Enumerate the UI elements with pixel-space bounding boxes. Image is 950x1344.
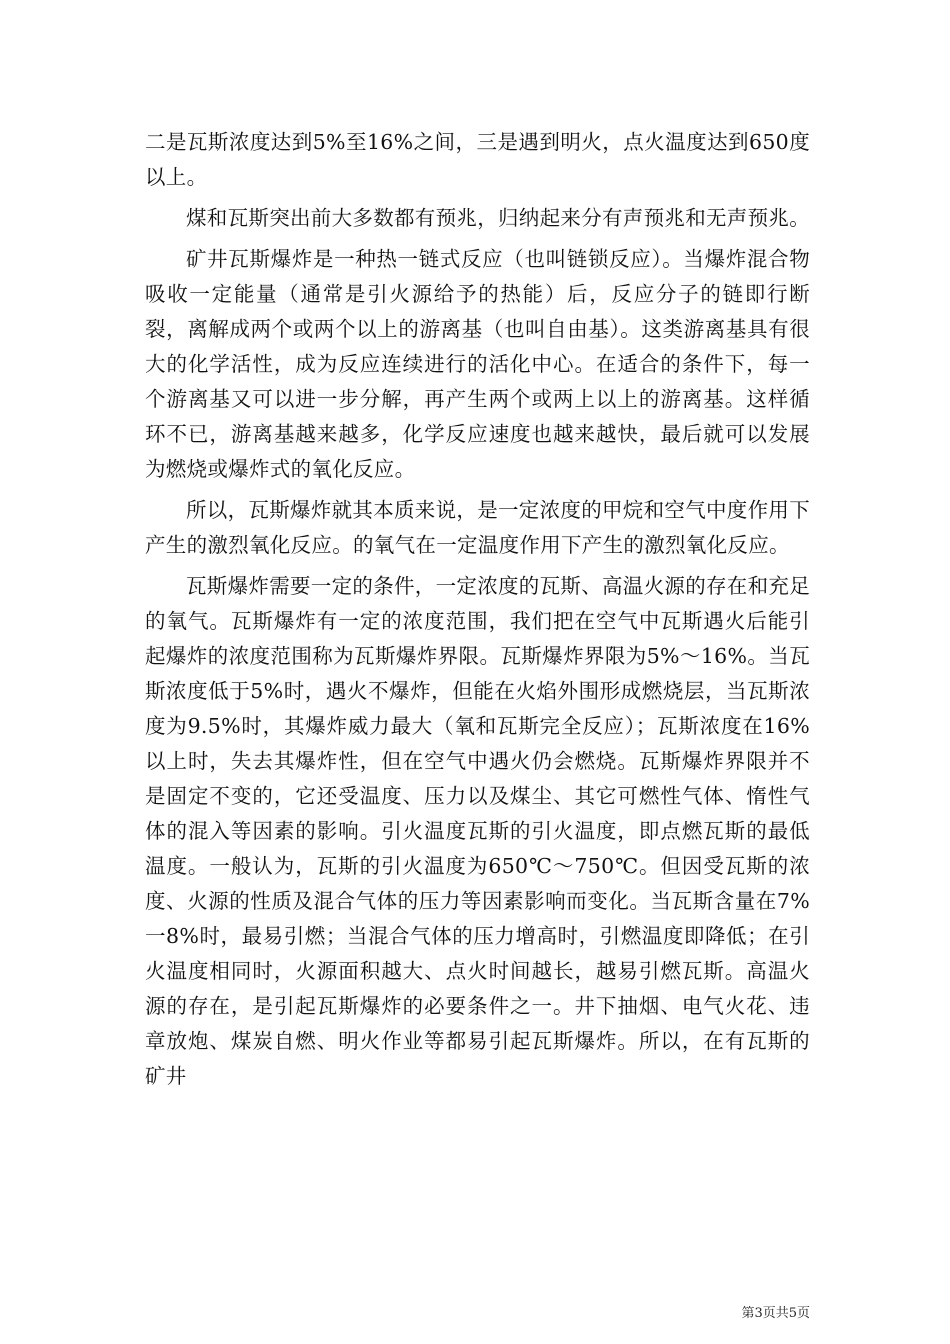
- paragraph-chain-reaction: 矿井瓦斯爆炸是一种热一链式反应（也叫链锁反应）。当爆炸混合物吸收一定能量（通常是引火源给予的热能）后，反应分子的链即行断裂，离解成两个或两个以上的游离基（也叫自由基）。这类游离基具有很大的化学活性，成为反应连续进行的活化中心。在适合的条件下，每一个游离基又可以进一步分解，再产生两个或两上以上的游离基。这样循环不已，游离基越来越多，化学反应速度也越来越快，最后就可以发展为燃烧或爆炸式的氧化反应。: [145, 247, 810, 481]
- paragraph-essence: 所以，瓦斯爆炸就其本质来说，是一定浓度的甲烷和空气中度作用下产生的激烈氧化反应。的氧气在一定温度作用下产生的激烈氧化反应。: [145, 498, 810, 557]
- paragraph-outburst-signs: 煤和瓦斯突出前大多数都有预兆，归纳起来分有声预兆和无声预兆。: [186, 206, 810, 230]
- document-body: [145, 125, 810, 1100]
- paragraph-continuation: 二是瓦斯浓度达到5%至16%之间，三是遇到明火，点火温度达到650度以上。: [145, 130, 810, 189]
- paragraph-explosion-conditions: 瓦斯爆炸需要一定的条件，一定浓度的瓦斯、高温火源的存在和充足的氧气。瓦斯爆炸有一定的浓度范围，我们把在空气中瓦斯遇火后能引起爆炸的浓度范围称为瓦斯爆炸界限。瓦斯爆炸界限为5%～16%。当瓦斯浓度低于5%时，遇火不爆炸，但能在火焰外围形成燃烧层，当瓦斯浓度为9.5%时，其爆炸威力最大（氧和瓦斯完全反应）；瓦斯浓度在16%以上时，失去其爆炸性，但在空气中遇火仍会燃烧。瓦斯爆炸界限并不是固定不变的，它还受温度、压力以及煤尘、其它可燃性气体、惰性气体的混入等因素的影响。引火温度瓦斯的引火温度，即点燃瓦斯的最低温度。一般认为，瓦斯的引火温度为650℃～750℃。但因受瓦斯的浓度、火源的性质及混合气体的压力等因素影响而变化。当瓦斯含量在7%一8%时，最易引燃；当混合气体的压力增高时，引燃温度即降低；在引火温度相同时，火源面积越大、点火时间越长，越易引燃瓦斯。高温火源的存在，是引起瓦斯爆炸的必要条件之一。井下抽烟、电气火花、违章放炮、煤炭自燃、明火作业等都易引起瓦斯爆炸。所以，在有瓦斯的矿井: [145, 574, 810, 1088]
- page-number: 第3页共5页: [741, 1306, 810, 1321]
